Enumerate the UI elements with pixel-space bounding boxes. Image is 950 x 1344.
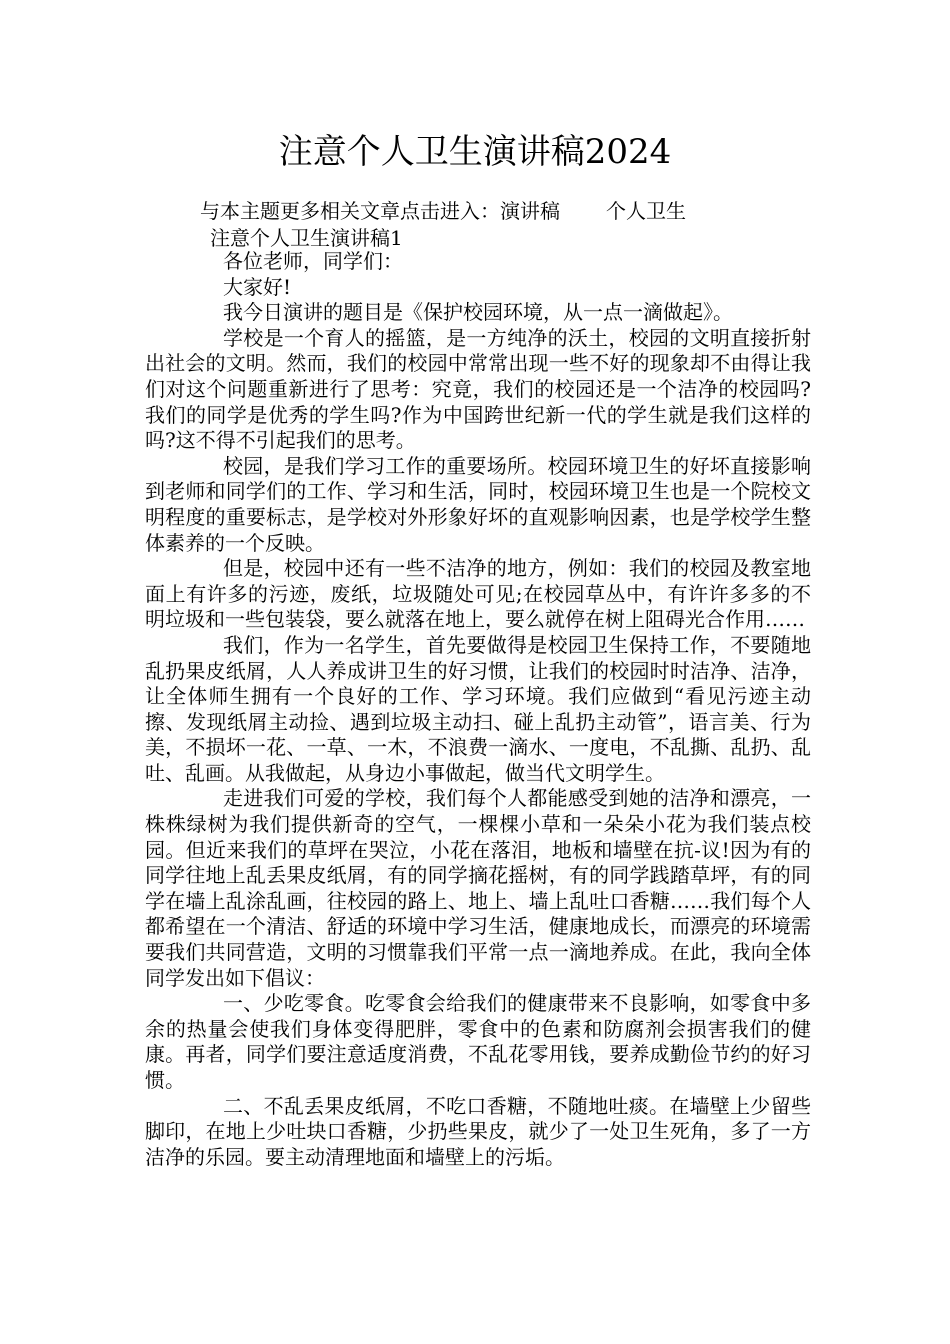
paragraph-campus-importance: 校园，是我们学习工作的重要场所。校园环境卫生的好坏直接影响到老师和同学们的工作、学习和生活，同时，校园环境卫生也是一个院校文明程度的重要标志，是学校对外形象好坏的直观影响因素，也是学校学生整体素养的一个反映。 — [145, 453, 811, 555]
paragraph-student-duty: 我们，作为一名学生，首先要做得是校园卫生保持工作，不要随地乱扔果皮纸屑，人人养成讲卫生的好习惯，让我们的校园时时洁净、洁净，让全体师生拥有一个良好的工作、学习环境。我们应做到“看见污迹主动擦、发现纸屑主动捡、遇到垃圾主动扫、碰上乱扔主动管”，语言美、行为美，不损坏一花、一草、一木，不浪费一滴水、一度电，不乱撕、乱扔、乱吐、乱画。从我做起，从身边小事做起，做当代文明学生。 — [145, 632, 811, 785]
paragraph-hello: 大家好! — [223, 274, 292, 299]
paragraph-proposal-two: 二、不乱丢果皮纸屑，不吃口香糖，不随地吐痰。在墙壁上少留些脚印，在地上少吐块口香糖，少扔些果皮，就少了一处卫生死角，多了一方洁净的乐园。要主动清理地面和墙壁上的污垢。 — [145, 1093, 811, 1169]
related-link-personal-hygiene[interactable]: 个人卫生 — [606, 199, 686, 223]
related-articles-line — [200, 198, 686, 224]
paragraph-unclean-places: 但是，校园中还有一些不洁净的地方，例如：我们的校园及教室地面上有许多的污迹，废纸，垃圾随处可见;在校园草丛中，有许许多多的不明垃圾和一些包装袋，要么就落在地上，要么就停在树上阻碍光合作用…… — [145, 556, 811, 632]
paragraph-proposal-one: 一、少吃零食。吃零食会给我们的健康带来不良影响，如零食中多余的热量会使我们身体变得肥胖，零食中的色素和防腐剂会损害我们的健康。再者，同学们要注意适度消费，不乱花零用钱，要养成勤俭节约的好习惯。 — [145, 991, 811, 1092]
paragraph-greeting: 各位老师，同学们： — [223, 249, 403, 273]
speech-body — [145, 249, 811, 1170]
related-articles-prefix: 与本主题更多相关文章点击进入： — [200, 199, 500, 223]
paragraph-lovely-school: 走进我们可爱的学校，我们每个人都能感受到她的洁净和漂亮，一株株绿树为我们提供新奇的空气，一棵棵小草和一朵朵小花为我们装点校园。但近来我们的草坪在哭泣，小花在落泪，地板和墙壁在抗-议!因为有的同学往地上乱丢果皮纸屑，有的同学摘花摇树，有的同学践踏草坪，有的同学在墙上乱涂乱画，往校园的路上、地上、墙上乱吐口香糖……我们每个人都希望在一个清洁、舒适的环境中学习生活，健康地成长，而漂亮的环境需要我们共同营造，文明的习惯靠我们平常一点一滴地养成。在此，我向全体同学发出如下倡议： — [145, 786, 811, 990]
document-title: 注意个人卫生演讲稿2024 — [278, 132, 672, 172]
section-subtitle: 注意个人卫生演讲稿1 — [210, 226, 403, 250]
paragraph-topic: 我今日演讲的题目是《保护校园环境，从一点一滴做起》。 — [223, 300, 733, 325]
related-link-speech[interactable]: 演讲稿 — [500, 199, 560, 223]
paragraph-school-cradle: 学校是一个育人的摇篮，是一方纯净的沃土，校园的文明直接折射出社会的文明。然而，我们的校园中常常出现一些不好的现象却不由得让我们对这个问题重新进行了思考：究竟，我们的校园还是一个洁净的校园吗?我们的同学是优秀的学生吗?作为中国跨世纪新一代的学生就是我们这样的吗?这不得不引起我们的思考。 — [145, 325, 811, 453]
